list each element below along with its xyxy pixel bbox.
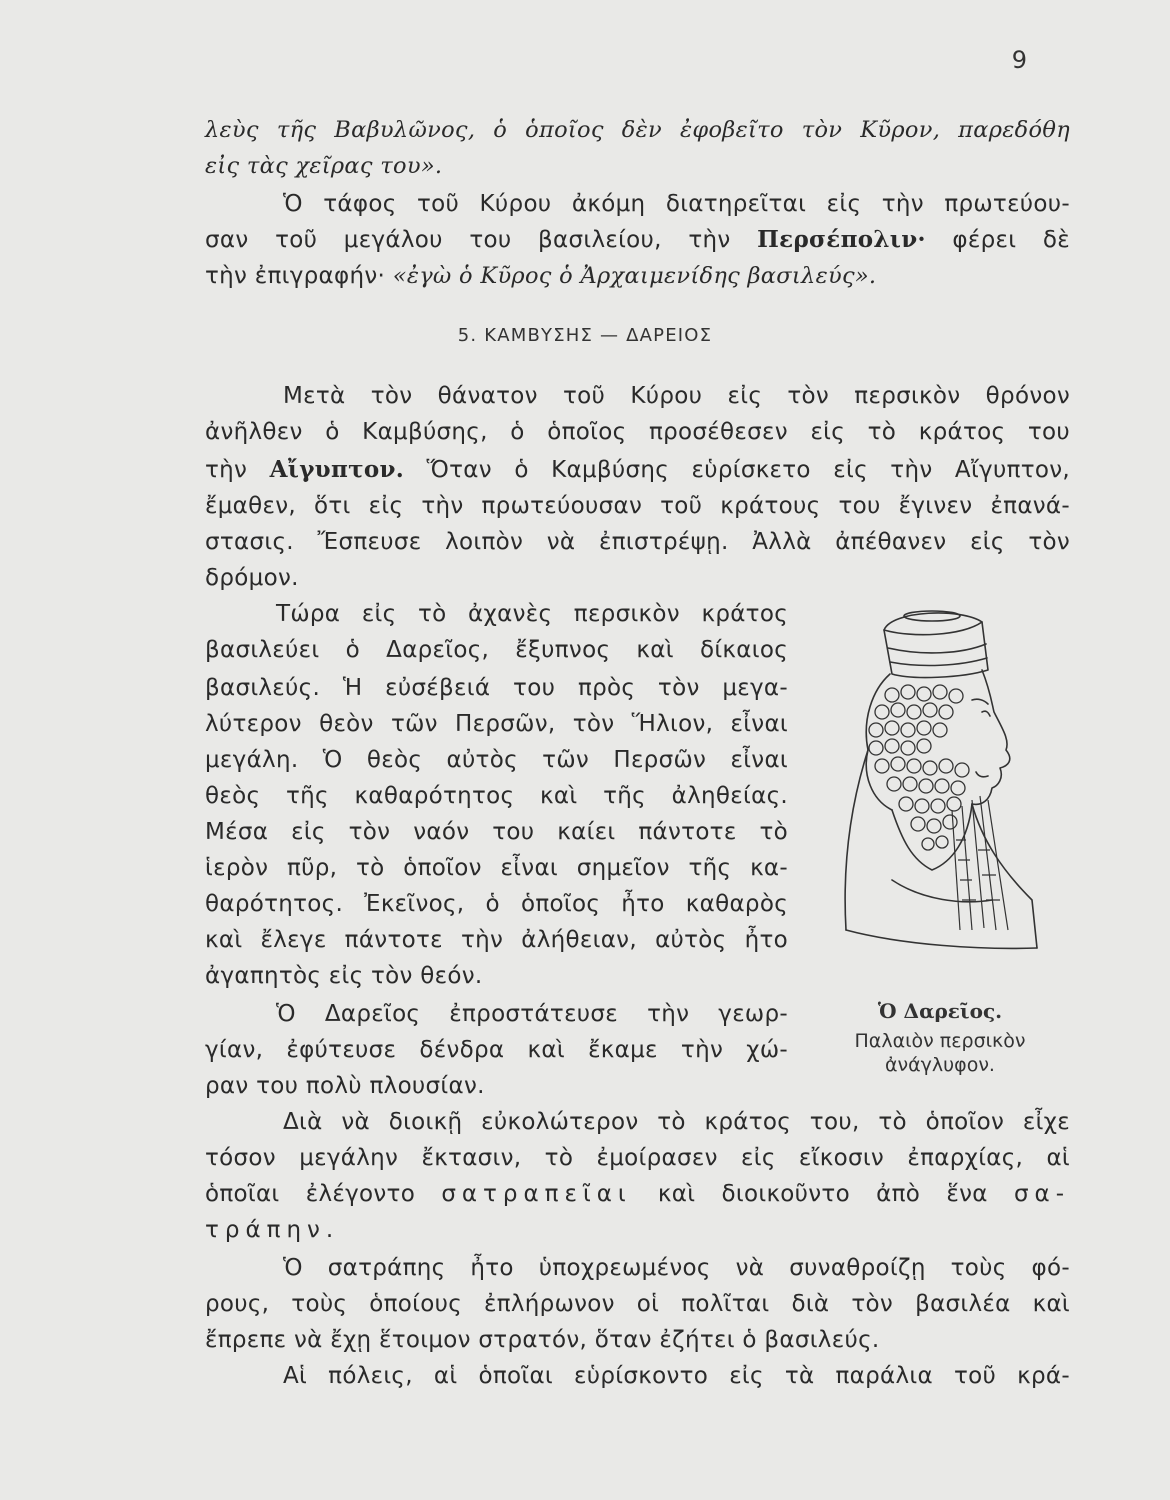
- text-fragment: φέρει δὲ: [925, 227, 1070, 253]
- figure-caption-line: ἀνάγλυφον.: [885, 1054, 995, 1076]
- text-line: Διὰ νὰ διοικῇ εὐκολώτερον τὸ κράτος του, τὸ ὁποῖον εἶχε: [283, 1109, 1070, 1135]
- text-line: τόσον μεγάλην ἔκτασιν, τὸ ἐμοίρασεν εἰς εἴκοσιν ἐπαρχίας, αἱ: [205, 1145, 1070, 1171]
- text-fragment: σαν τοῦ μεγάλου του βασιλείου, τὴν: [205, 227, 758, 253]
- text-line: θεὸς τῆς καθαρότητος καὶ τῆς ἀληθείας.: [205, 783, 788, 809]
- inscription-quote: «ἐγὼ ὁ Κῦρος ὁ Ἀρχαιμενίδης βασιλεύς».: [392, 263, 877, 289]
- text-line: εἰς τὰς χεῖρας του».: [205, 153, 443, 179]
- text-line: βασιλεύει ὁ Δαρεῖος, ἔξυπνος καὶ δίκαιος: [205, 637, 788, 663]
- text-line: Αἱ πόλεις, αἱ ὁποῖαι εὑρίσκοντο εἰς τὰ παράλια τοῦ κρά-: [283, 1363, 1070, 1389]
- figure-caption-title: Ὁ Δαρεῖος.: [877, 999, 1003, 1023]
- text-line: Τώρα εἰς τὸ ἀχανὲς περσικὸν κράτος: [276, 601, 788, 627]
- place-name-egypt: Αἴγυπτον.: [269, 456, 405, 483]
- term-satrap: τράπην: [205, 1217, 326, 1243]
- text-line: Μετὰ τὸν θάνατον τοῦ Κύρου εἰς τὸν περσικὸν θρόνον: [283, 383, 1070, 409]
- text-line: ἔπρεπε νὰ ἔχῃ ἕτοιμον στρατόν, ὅταν ἐζήτει ὁ βασιλεύς.: [205, 1327, 880, 1353]
- text-fragment: ὁποῖαι ἐλέγοντο: [205, 1181, 442, 1207]
- text-line: [205, 1212, 1070, 1248]
- text-fragment: τὴν: [205, 457, 270, 483]
- text-line: ἀγαπητὸς εἰς τὸν θεόν.: [205, 963, 483, 989]
- text-line: [205, 1176, 1070, 1212]
- text-fragment: καὶ διοικοῦντο ἀπὸ ἕνα: [631, 1181, 1014, 1207]
- text-fragment: Ὅταν ὁ Καμβύσης εὑρίσκετο εἰς τὴν Αἴγυπτον,: [404, 457, 1070, 483]
- text-fragment: .: [325, 1217, 334, 1243]
- text-line: ρους, τοὺς ὁποίους ἐπλήρωνον οἱ πολῖται διὰ τὸν βασιλέα καὶ: [205, 1291, 1070, 1317]
- text-line: ἀνῆλθεν ὁ Καμβύσης, ὁ ὁποῖος προσέθεσεν εἰς τὸ κράτος του: [205, 419, 1070, 445]
- section-heading: 5. ΚΑΜΒΥΣΗΣ — ΔΑΡΕΙΟΣ: [457, 325, 713, 346]
- term-satrapies: σατραπεῖαι: [441, 1181, 632, 1207]
- text-line: γίαν, ἐφύτευσε δένδρα καὶ ἔκαμε τὴν χώ-: [205, 1037, 788, 1063]
- text-line: καὶ ἔλεγε πάντοτε τὴν ἀλήθειαν, αὐτὸς ἦτο: [205, 927, 788, 953]
- text-line: λεὺς τῆς Βαβυλῶνος, ὁ ὁποῖος δὲν ἐφοβεῖτο τὸν Κῦρον, παρεδόθη: [205, 117, 1070, 143]
- text-line: ἱερὸν πῦρ, τὸ ὁποῖον εἶναι σημεῖον τῆς κα-: [205, 855, 788, 881]
- text-line: ραν του πολὺ πλουσίαν.: [205, 1073, 485, 1099]
- text-line: [205, 452, 1070, 488]
- place-name-persepolis: Περσέπολιν·: [757, 226, 926, 253]
- text-line: Ὁ Δαρεῖος ἐπροστάτευσε τὴν γεωρ-: [276, 1001, 788, 1027]
- text-line: βασιλεύς. Ἡ εὐσέβειά του πρὸς τὸν μεγα-: [205, 675, 788, 701]
- text-line: λύτερον θεὸν τῶν Περσῶν, τὸν Ἥλιον, εἶναι: [205, 711, 788, 737]
- text-line: Ὁ σατράπης ἦτο ὑποχρεωμένος νὰ συναθροίζῃ τοὺς φό-: [283, 1255, 1070, 1281]
- text-line: μεγάλη. Ὁ θεὸς αὐτὸς τῶν Περσῶν εἶναι: [205, 747, 788, 773]
- page-number: 9: [1011, 46, 1027, 74]
- text-line: Ὁ τάφος τοῦ Κύρου ἀκόμη διατηρεῖται εἰς τὴν πρωτεύου-: [283, 191, 1070, 217]
- text-line: ἔμαθεν, ὅτι εἰς τὴν πρωτεύουσαν τοῦ κράτους του ἔγινεν ἐπανά-: [205, 493, 1070, 519]
- term-satrap: σα-: [1013, 1181, 1070, 1207]
- text-line: στασις. Ἔσπευσε λοιπὸν νὰ ἐπιστρέψῃ. Ἀλλὰ ἀπέθανεν εἰς τὸν: [205, 529, 1070, 555]
- text-line: [205, 222, 1070, 258]
- text-line: θαρότητος. Ἐκεῖνος, ὁ ὁποῖος ἦτο καθαρὸς: [205, 891, 788, 917]
- text-line: δρόμον.: [205, 565, 299, 591]
- text-fragment: τὴν ἐπιγραφήν·: [205, 263, 393, 289]
- text-line: [205, 258, 1070, 294]
- darius-relief-illustration: [832, 600, 1047, 975]
- text-line: Μέσα εἰς τὸν ναόν του καίει πάντοτε τὸ: [205, 819, 788, 845]
- figure-caption-line: Παλαιὸν περσικὸν: [854, 1030, 1026, 1052]
